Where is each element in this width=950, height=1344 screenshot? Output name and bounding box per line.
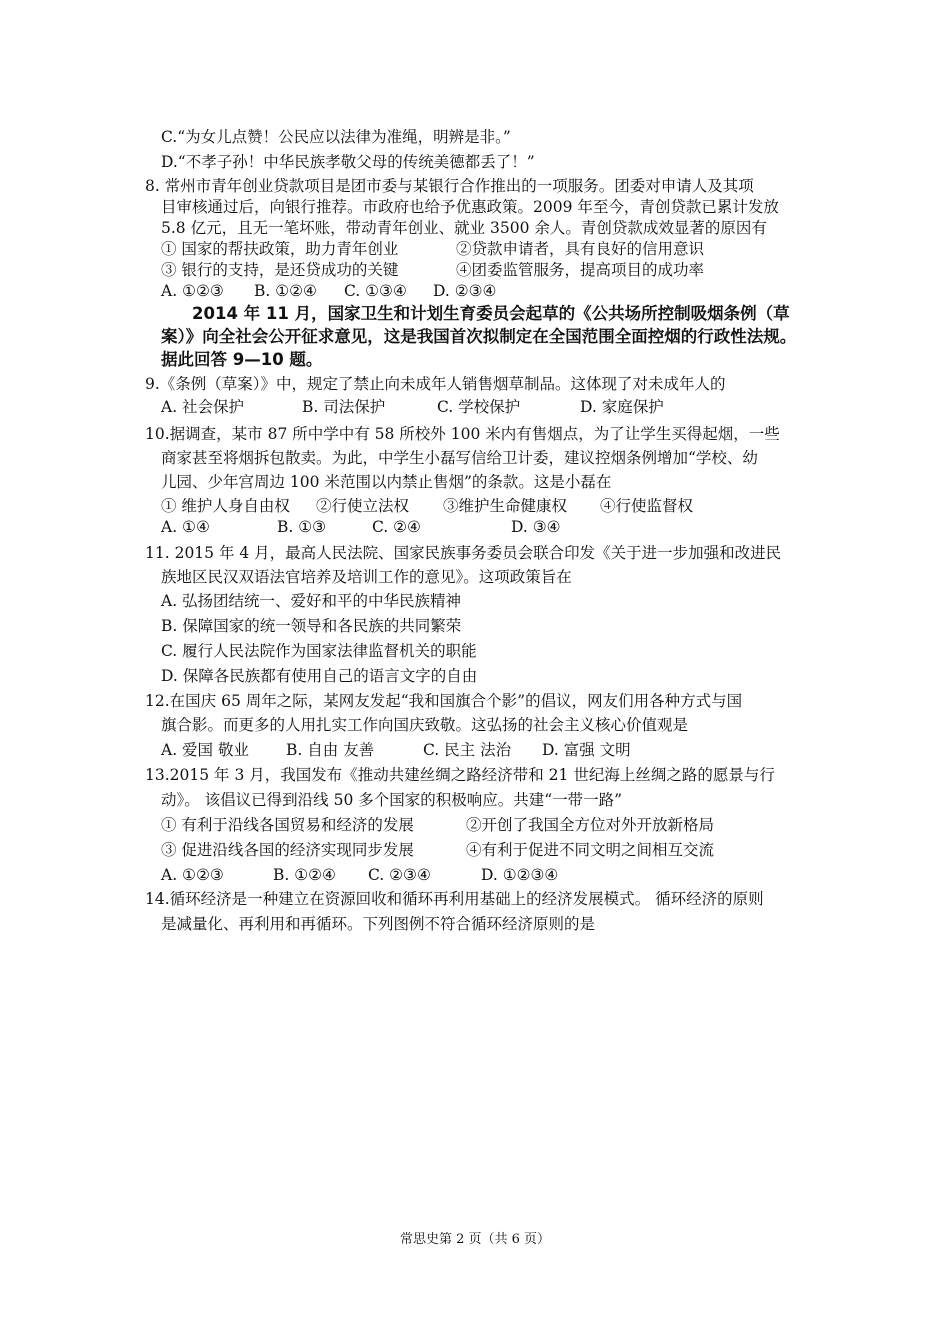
q8-statement-4: ④团委监管服务，提高项目的成功率 — [456, 261, 705, 279]
q10-statement-1: ① 维护人身自由权 — [161, 497, 290, 515]
q11-option-c: C. 履行人民法院作为国家法律监督机关的职能 — [161, 642, 477, 660]
q12-stem-line-2: 旗合影。而更多的人用扎实工作向国庆致敬。这弘扬的社会主义核心价值观是 — [161, 716, 689, 734]
q11-option-b: B. 保障国家的统一领导和各民族的共同繁荣 — [161, 617, 462, 635]
q10-option-a: A. ①④ — [161, 518, 210, 536]
intro-line-3: 据此回答 9—10 题。 — [161, 350, 323, 369]
q13-statement-2: ②开创了我国全方位对外开放新格局 — [466, 816, 715, 834]
q13-statement-1: ① 有利于沿线各国贸易和经济的发展 — [161, 816, 414, 834]
q13-option-c: C. ②③④ — [368, 866, 431, 884]
q7-option-c: C.“为女儿点赞！公民应以法律为准绳，明辨是非。” — [161, 128, 511, 146]
q10-statement-3: ③维护生命健康权 — [443, 497, 568, 515]
q10-statement-4: ④行使监督权 — [600, 497, 694, 515]
q9-option-a: A. 社会保护 — [161, 398, 245, 416]
q8-statement-3: ③ 银行的支持，是还贷成功的关键 — [161, 261, 399, 279]
q10-stem-line-1: 10.据调查，某市 87 所中学中有 58 所校外 100 米内有售烟点，为了让学生买得起烟，一些 — [145, 425, 780, 443]
q10-statement-2: ②行使立法权 — [316, 497, 410, 515]
q12-option-a: A. 爱国 敬业 — [161, 741, 249, 759]
q7-option-d: D.“不孝子孙！中华民族孝敬父母的传统美德都丢了！” — [161, 153, 535, 171]
q10-option-c: C. ②④ — [372, 518, 421, 536]
q13-statement-4: ④有利于促进不同文明之间相互交流 — [466, 841, 715, 859]
q9-option-d: D. 家庭保护 — [580, 398, 664, 416]
q13-stem-line-1: 13.2015 年 3 月，我国发布《推动共建丝绸之路经济带和 21 世纪海上丝绸之路的愿景与行 — [145, 766, 775, 784]
q9-option-b: B. 司法保护 — [302, 398, 386, 416]
q13-option-d: D. ①②③④ — [481, 866, 559, 884]
q8-stem-line-1: 8. 常州市青年创业贷款项目是团市委与某银行合作推出的一项服务。团委对申请人及其项 — [145, 177, 754, 195]
q13-statement-3: ③ 促进沿线各国的经济实现同步发展 — [161, 841, 414, 859]
q8-option-b: B. ①②④ — [254, 282, 317, 300]
q10-option-d: D. ③④ — [511, 518, 561, 536]
q8-option-d: D. ②③④ — [433, 282, 497, 300]
q13-option-b: B. ①②④ — [273, 866, 336, 884]
q8-statement-1: ① 国家的帮扶政策，助力青年创业 — [161, 240, 399, 258]
q8-stem-line-3: 5.8 亿元，且无一笔坏账，带动青年创业、就业 3500 余人。青创贷款成效显著的原因有 — [161, 219, 767, 237]
q11-stem-line-2: 族地区民汉双语法官培养及培训工作的意见》。这项政策旨在 — [161, 568, 572, 586]
q12-option-b: B. 自由 友善 — [286, 741, 375, 759]
q11-stem-line-1: 11. 2015 年 4 月，最高人民法院、国家民族事务委员会联合印发《关于进一步加强和改进民 — [145, 544, 782, 562]
page-footer: 常思史第 2 页（共 6 页） — [399, 1232, 551, 1247]
q11-option-a: A. 弘扬团结统一、爱好和平的中华民族精神 — [161, 592, 462, 610]
q8-statement-2: ②贷款申请者，具有良好的信用意识 — [456, 240, 705, 258]
q13-option-a: A. ①②③ — [161, 866, 224, 884]
q10-option-b: B. ①③ — [277, 518, 327, 536]
q8-option-a: A. ①②③ — [161, 282, 224, 300]
q14-stem-line-2: 是减量化、再利用和再循环。下列图例不符合循环经济原则的是 — [161, 915, 596, 933]
q10-stem-line-3: 儿园、少年宫周边 100 米范围以内禁止售烟”的条款。这是小磊在 — [161, 473, 612, 491]
q10-stem-line-2: 商家甚至将烟拆包散卖。为此，中学生小磊写信给卫计委，建议控烟条例增加“学校、幼 — [161, 449, 758, 467]
q8-stem-line-2: 目审核通过后，向银行推荐。市政府也给予优惠政策。2009 年至今，青创贷款已累计发放 — [161, 198, 779, 216]
q8-option-c: C. ①③④ — [344, 282, 407, 300]
q9-option-c: C. 学校保护 — [437, 398, 521, 416]
q12-option-c: C. 民主 法治 — [423, 741, 512, 759]
q14-stem-line-1: 14.循环经济是一种建立在资源回收和循环再利用基础上的经济发展模式。 循环经济的原则 — [145, 890, 764, 908]
q9-stem: 9.《条例（草案）》中，规定了禁止向未成年人销售烟草制品。这体现了对未成年人的 — [145, 375, 726, 393]
intro-line-2: 案）》向全社会公开征求意见，这是我国首次拟制定在全国范围全面控烟的行政性法规。 — [161, 327, 797, 346]
q13-stem-line-2: 动》。 该倡议已得到沿线 50 多个国家的积极响应。共建“一带一路” — [161, 791, 623, 809]
q12-option-d: D. 富强 文明 — [542, 741, 631, 759]
intro-line-1: 2014 年 11 月，国家卫生和计划生育委员会起草的《公共场所控制吸烟条例（草 — [192, 304, 790, 323]
q11-option-d: D. 保障各民族都有使用自己的语言文字的自由 — [161, 667, 478, 685]
q12-stem-line-1: 12.在国庆 65 周年之际，某网友发起“我和国旗合个影”的倡议，网友们用各种方式与国 — [145, 692, 743, 710]
